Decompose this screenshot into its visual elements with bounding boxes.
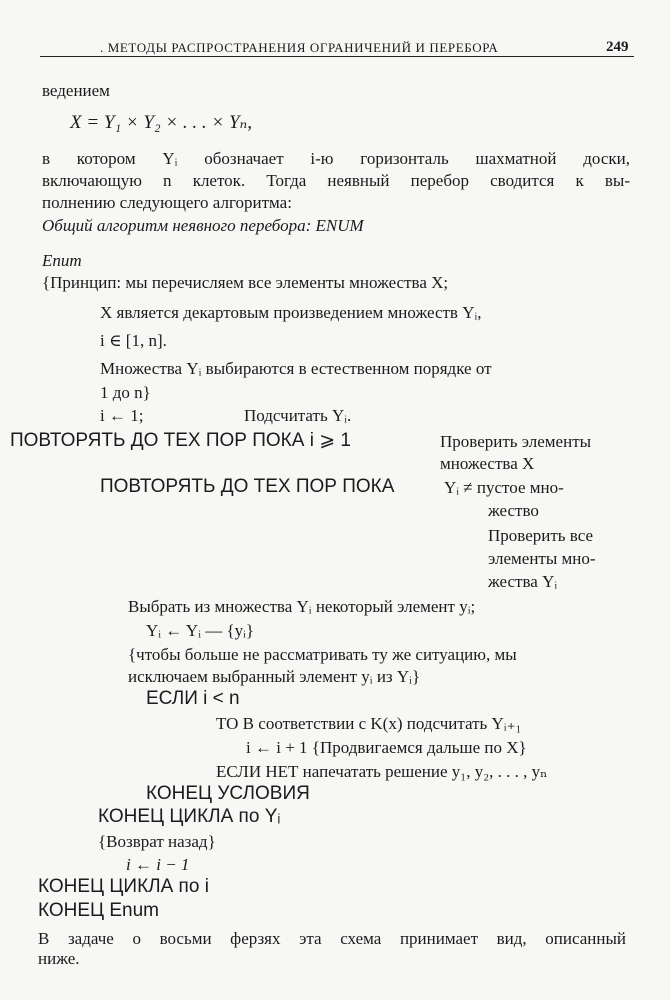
end-if: КОНЕЦ УСЛОВИЯ (146, 783, 310, 804)
loop-note: множества X (440, 454, 535, 473)
end-loop: КОНЕЦ ЦИКЛА по i (38, 876, 209, 897)
paragraph-line: ниже. (38, 949, 80, 968)
code-line: Подсчитать Yᵢ. (244, 406, 352, 425)
loop-header: ПОВТОРЯТЬ ДО ТЕХ ПОР ПОКА i ⩾ 1 (10, 430, 351, 451)
comment-line: X является декартовым произведением множеств Yᵢ, (100, 303, 482, 322)
comment-line: Множества Yᵢ выбираются в естественном порядке от (100, 359, 492, 378)
paragraph-line: полнению следующего алгоритма: (42, 193, 292, 212)
comment-line: {чтобы больше не рассматривать ту же ситуацию, мы (128, 645, 517, 664)
code-line: ТО В соответствии с K(x) подсчитать Yᵢ₊₁ (216, 714, 522, 733)
paragraph-line: В задаче о восьми ферзях эта схема принимает вид, описанный (38, 929, 626, 948)
algorithm-name: Enum (42, 251, 82, 270)
loop-note: Проверить все (488, 526, 594, 545)
loop-header: ПОВТОРЯТЬ ДО ТЕХ ПОР ПОКА (100, 476, 395, 497)
header-rule (40, 56, 634, 57)
code-line: ЕСЛИ НЕТ напечатать решение y₁, y₂, . . . , yₙ (216, 762, 548, 781)
running-header: . МЕТОДЫ РАСПРОСТРАНЕНИЯ ОГРАНИЧЕНИЙ И ПЕРЕБОРА (100, 40, 499, 55)
comment-line: {Возврат назад} (98, 832, 216, 851)
code-line: i ← 1; (100, 406, 144, 425)
comment-line: 1 до n} (100, 383, 151, 402)
comment-line: исключаем выбранный элемент yᵢ из Yᵢ} (128, 667, 421, 686)
loop-note: жества Yᵢ (488, 572, 558, 591)
end-loop: КОНЕЦ ЦИКЛА по Yᵢ (98, 806, 281, 827)
end-enum: КОНЕЦ Enum (38, 900, 159, 921)
page-number: 249 (606, 39, 629, 55)
code-line: Выбрать из множества Yᵢ некоторый элемент yᵢ; (128, 597, 476, 616)
algorithm-heading: Общий алгоритм неявного перебора: ENUM (42, 216, 364, 235)
loop-note: элементы мно- (488, 549, 596, 568)
code-line: i ← i − 1 (126, 855, 190, 874)
text-line: ведением (42, 81, 110, 100)
if-header: ЕСЛИ i < n (146, 688, 240, 709)
formula: X = Y₁ × Y₂ × . . . × Yₙ, (70, 112, 253, 133)
loop-condition: жество (488, 501, 539, 520)
code-line: i ← i + 1 {Продвигаемся дальше по X} (246, 738, 527, 757)
code-line: Yᵢ ← Yᵢ — {yᵢ} (146, 621, 255, 640)
comment-line: i ∈ [1, n]. (100, 331, 167, 350)
loop-note: Проверить элементы (440, 432, 592, 451)
loop-condition: Yᵢ ≠ пустое мно- (444, 478, 564, 497)
paragraph-line: в котором Yᵢ обозначает i-ю горизонталь шахматной доски, (42, 149, 630, 168)
comment-line: {Принцип: мы перечисляем все элементы множества X; (42, 273, 449, 292)
paragraph-line: включающую n клеток. Тогда неявный перебор сводится к вы- (42, 171, 630, 190)
